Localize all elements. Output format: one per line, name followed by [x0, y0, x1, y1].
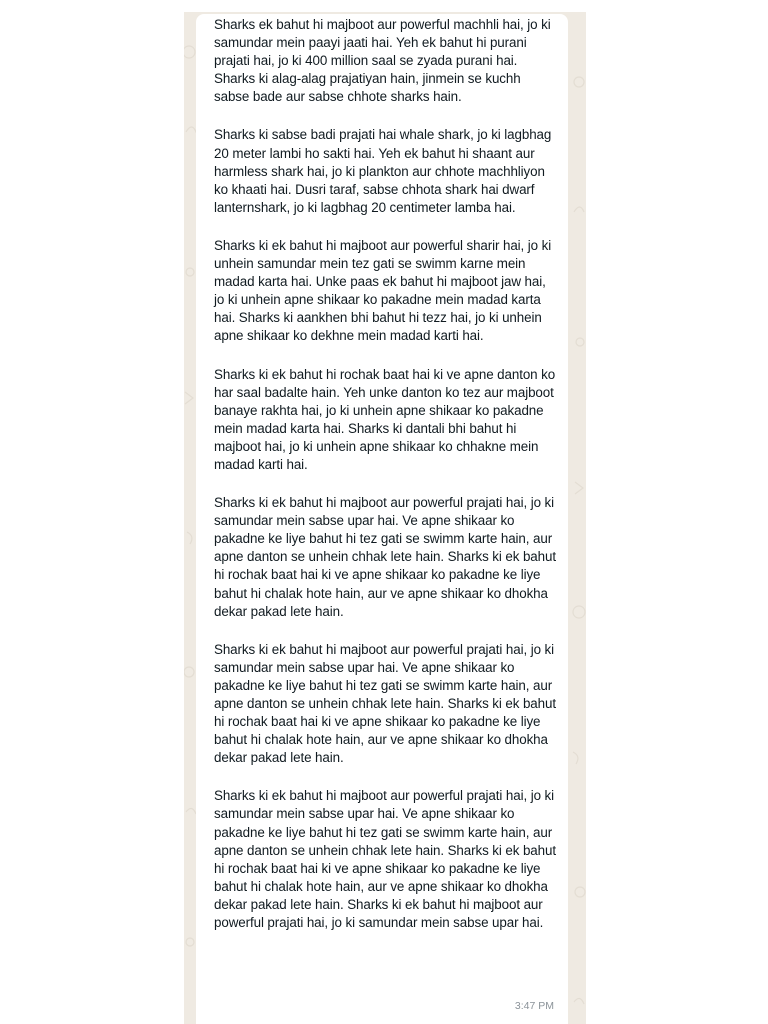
chat-background: [184, 12, 586, 1024]
message-paragraph: Sharks ki sabse badi prajati hai whale shark, jo ki lagbhag 20 meter lambi ho sakti hai. Yeh ek bahut hi shaant aur harmless shark hai, jo ki plankton aur chhote machhliyon ko khaati hai. Dusri taraf, sabse chhota shark hai dwarf lanternshark, jo ki lagbhag 20 centimeter lamba hai.: [214, 127, 552, 215]
message-paragraph: Sharks ek bahut hi majboot aur powerful machhli hai, jo ki samundar mein paayi jaati hai. Yeh ek bahut hi purani prajati hai, jo ki 400 million saal se zyada purani hai. Sharks ki alag-alag prajatiyan hain, jinmein se kuchh sabse bade aur sabse chhote sharks hain.: [214, 17, 551, 105]
message-bubble[interactable]: [196, 14, 568, 1024]
message-paragraph: Sharks ki ek bahut hi majboot aur powerful prajati hai, jo ki samundar mein sabse upar hai. Ve apne shikaar ko pakadne ke liye bahut hi tez gati se swimm karte hain, aur apne danton se unhein chhak lete hain. Sharks ki ek bahut hi rochak baat hai ki ve apne shikaar ko pakadne ke liye bahut hi chalak hote hain, aur ve apne shikaar ko dhokha dekar pakad lete hain.: [214, 641, 556, 766]
message-paragraph: Sharks ki ek bahut hi majboot aur powerful prajati hai, jo ki samundar mein sabse upar hai. Ve apne shikaar ko pakadne ke liye bahut hi tez gati se swimm karte hain, aur apne danton se unhein chhak lete hain. Sharks ki ek bahut hi rochak baat hai ki ve apne shikaar ko pakadne ke liye bahut hi chalak hote hain, aur ve apne shikaar ko dhokha dekar pakad lete hain.: [214, 495, 556, 619]
message-paragraph: Sharks ki ek bahut hi rochak baat hai ki ve apne danton ko har saal badalte hain. Yeh unke danton ko tez aur majboot banaye rakhta hai, jo ki unhein apne shikaar ko pakadne mein madad karta hai. Sharks ki dantali bhi bahut hi majboot hai, jo ki unhein apne shikaar ko chhakne mein madad karti hai.: [214, 366, 556, 472]
message-timestamp: 3:47 PM: [514, 1000, 554, 1012]
message-paragraph: Sharks ki ek bahut hi majboot aur powerful sharir hai, jo ki unhein samundar mein tez gati se swimm karne mein madad karta hai. Unke paas ek bahut hi majboot jaw hai, jo ki unhein apne shikaar ko pakadne mein madad karta hai. Sharks ki aankhen bhi bahut hi tezz hai, jo ki unhein apne shikaar ko dekhne mein madad karti hai.: [214, 237, 552, 344]
message-paragraph: Sharks ki ek bahut hi majboot aur powerful prajati hai, jo ki samundar mein sabse upar hai. Ve apne shikaar ko pakadne ke liye bahut hi tez gati se swimm karte hain, aur apne danton se unhein chhak lete hain. Sharks ki ek bahut hi rochak baat hai ki ve apne shikaar ko pakadne ke liye bahut hi chalak hote hain, aur ve apne shikaar ko dhokha dekar pakad lete hain. Sharks ki ek bahut hi majboot aur powerful prajati hai, jo ki samundar mein sabse upar hai.: [214, 788, 556, 931]
